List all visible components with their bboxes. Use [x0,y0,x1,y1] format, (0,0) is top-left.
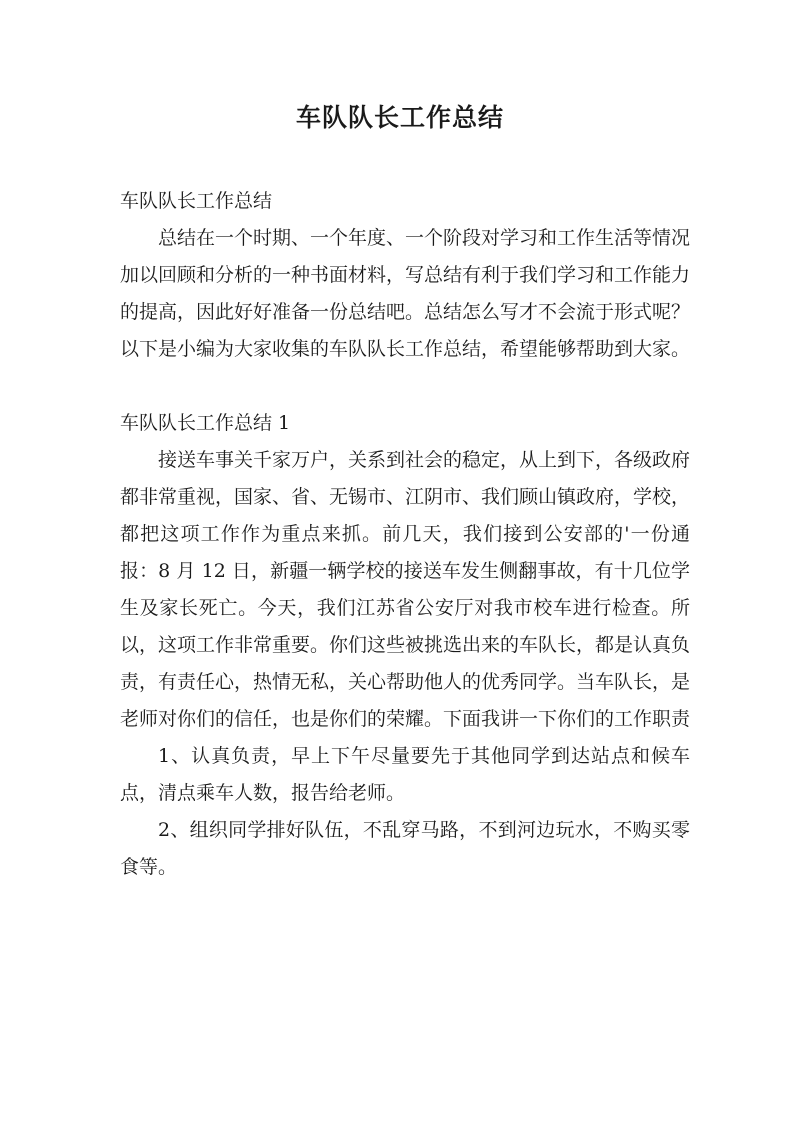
duty-item-1: 1、认真负责，早上下午尽量要先于其他同学到达站点和候车点，清点乘车人数，报告给老师。 [120,745,690,804]
section-spacer [120,368,690,405]
section1-paragraph: 接送车事关千家万户，关系到社会的稳定，从上到下，各级政府都非常重视，国家、省、无锡市、江阴市、我们顾山镇政府，学校，都把这项工作作为重点来抓。前几天，我们接到公安部的'一份通报：8 月 12 日，新疆一辆学校的接送车发生侧翻事故，有十几位学生及家长死亡。今天，我们江苏省公安厅对我市校车进行检查。所以，这项工作非常重要。你们这些被挑选出来的车队长，都是认真负责，有责任心，热情无私，关心帮助他人的优秀同学。当车队长，是老师对你们的信任，也是你们的荣耀。下面我讲一下你们的工作职责 [120,449,691,730]
duty-item-2: 2、组织同学排好队伍，不乱穿马路，不到河边玩水，不购买零食等。 [120,819,690,878]
intro-paragraph: 总结在一个时期、一个年度、一个阶段对学习和工作生活等情况加以回顾和分析的一种书面材料，写总结有利于我们学习和工作能力的提高，因此好好准备一份总结吧。总结怎么写才不会流于形式呢？以下是小编为大家收集的车队队长工作总结，希望能够帮助到大家。 [120,227,691,360]
document-title: 车队队长工作总结 [295,103,504,132]
document-body [120,183,690,886]
intro-heading: 车队队长工作总结 [120,190,273,212]
section1-heading: 车队队长工作总结 1 [120,412,291,434]
